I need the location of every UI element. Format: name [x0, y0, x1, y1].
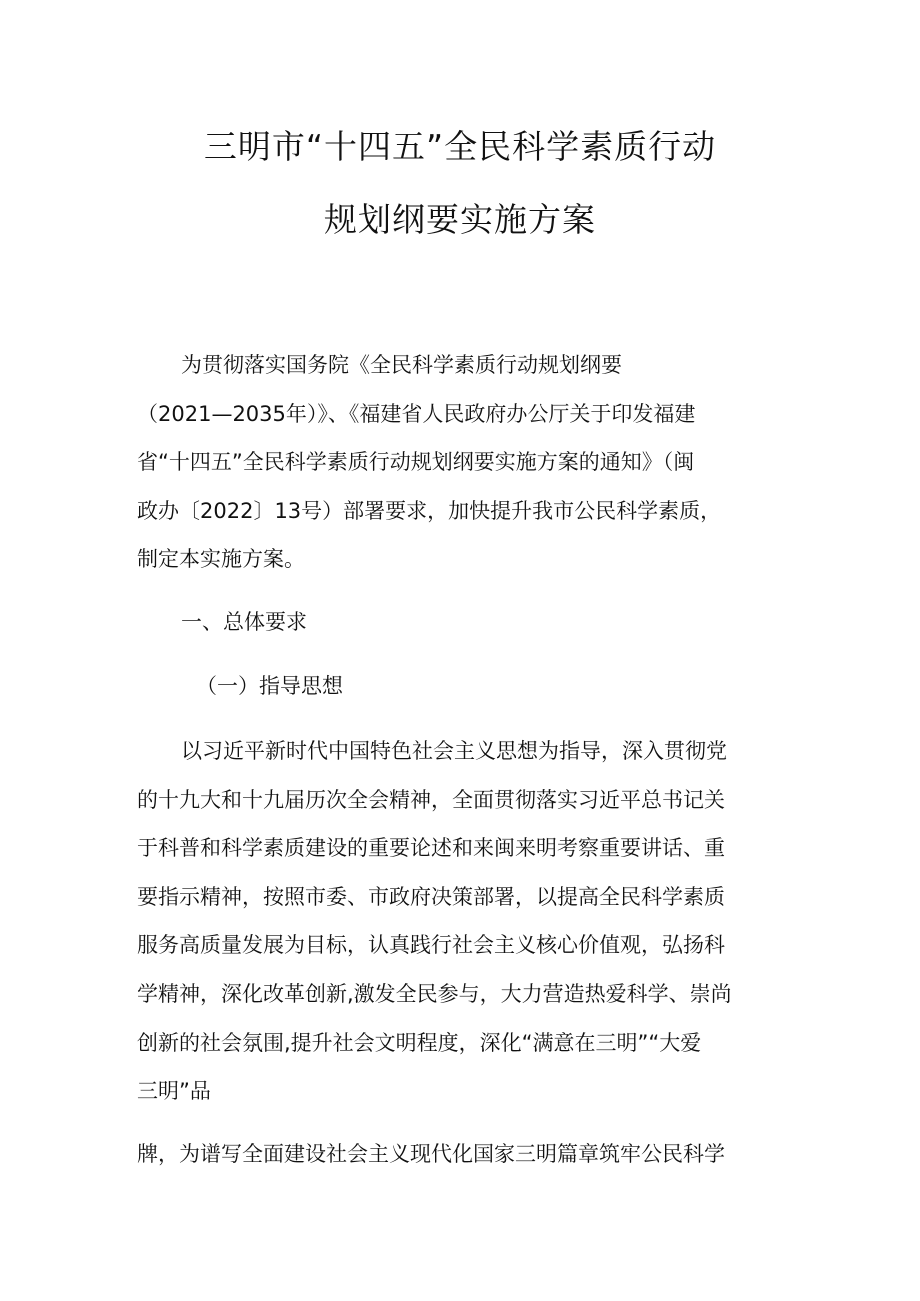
body-line: 以习近平新时代中国特色社会主义思想为指导，深入贯彻党 [181, 739, 727, 763]
subsection-heading-guiding-ideology: （一）指导思想 [196, 674, 343, 698]
intro-line: 制定本实施方案。 [137, 547, 305, 572]
intro-line: （2021—2035年）》、《福建省人民政府办公厅关于印发福建 [137, 401, 696, 426]
guiding-ideology-paragraph [137, 727, 797, 1116]
body-line: 于科普和科学素质建设的重要论述和来闽来明考察重要讲话、重 [137, 836, 725, 861]
continuation-line: 牌，为谱写全面建设社会主义现代化国家三明篇章筑牢公民科学 [137, 1142, 725, 1166]
body-line: 学精神，深化改革创新,激发全民参与，大力营造热爱科学、崇尚 [137, 981, 732, 1006]
intro-line: 为贯彻落实国务院《全民科学素质行动规划纲要 [181, 353, 622, 377]
intro-paragraph [137, 341, 797, 584]
intro-line: 省“十四五”全民科学素质行动规划纲要实施方案的通知》（闽 [137, 450, 695, 475]
document-title-line-1: 三明市“十四五”全民科学素质行动 [203, 127, 717, 166]
body-line: 要指示精神，按照市委、市政府决策部署，以提高全民科学素质 [137, 884, 725, 909]
body-line: 服务高质量发展为目标，认真践行社会主义核心价值观，弘扬科 [137, 933, 725, 958]
body-line: 的十九大和十九届历次全会精神，全面贯彻落实习近平总书记关 [137, 787, 725, 812]
section-heading-overall-requirements: 一、总体要求 [181, 610, 307, 634]
intro-line: 政办〔2022〕13号）部署要求，加快提升我市公民科学素质， [137, 498, 722, 523]
document-title-line-2: 规划纲要实施方案 [324, 200, 596, 239]
body-line: 三明”品 [137, 1079, 211, 1104]
body-line: 创新的社会氛围,提升社会文明程度，深化“满意在三明”“大爱 [137, 1030, 702, 1055]
